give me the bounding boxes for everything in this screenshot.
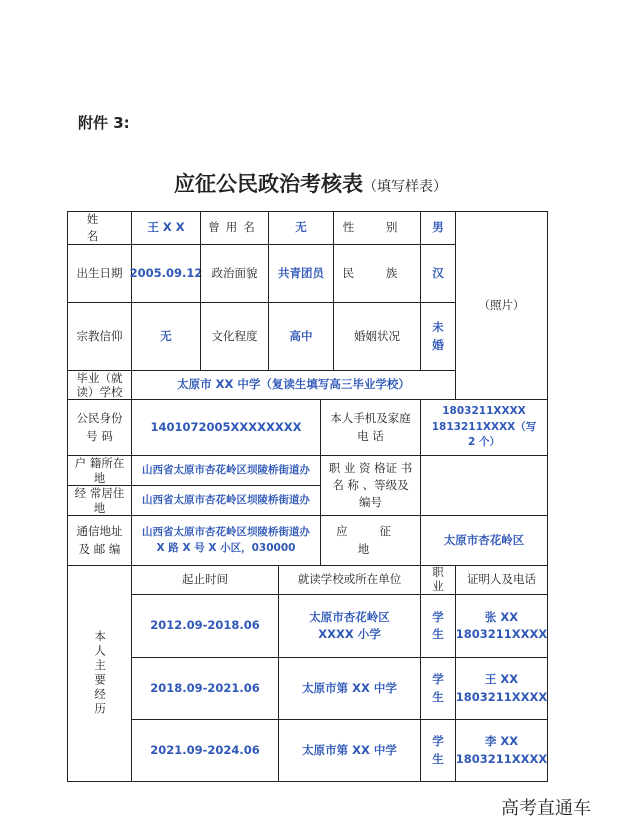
label-former-name: 曾用名 [200,211,268,244]
attachment-label: 附件 3: [78,114,130,132]
label-birth-date: 出生日期 [67,244,131,302]
value-birth-date: 2005.09.12 [131,244,200,302]
exp-period: 2012.09-2018.06 [131,594,278,657]
exp-witness: 李 XX 1803211XXXX [455,719,548,782]
label-ethnicity: 民 族 [333,244,420,302]
value-phone: 1803211XXXX 1813211XXXX（写 2 个） [420,399,548,455]
label-marital-status: 婚姻状况 [333,302,420,370]
label-name: 姓 名 [67,211,131,244]
exp-school: 太原市第 XX 中学 [278,657,420,719]
label-phone: 本人手机及家庭电 话 [320,399,420,455]
value-gender: 男 [420,211,455,244]
label-id-number: 公民身份号 码 [67,399,131,455]
value-address: 山西省太原市杏花岭区坝陵桥街道办 X 路 X 号 X 小区，030000 [131,515,320,565]
label-residence: 经 常居住地 [67,485,131,515]
label-enlist-place: 应 征 地 [320,515,420,565]
exp-witness: 王 XX 1803211XXXX [455,657,548,719]
label-hukou: 户 籍所在地 [67,455,131,485]
value-political-status: 共青团员 [268,244,333,302]
exp-witness: 张 XX 1803211XXXX [455,594,548,657]
exp-school: 太原市杏花岭区 XXXX 小学 [278,594,420,657]
value-religion: 无 [131,302,200,370]
value-former-name: 无 [268,211,333,244]
exp-period: 2018.09-2021.06 [131,657,278,719]
value-residence: 山西省太原市杏花岭区坝陵桥街道办 [131,485,320,515]
label-experience: 本人主要经历 [67,565,131,782]
label-political-status: 政治面貌 [200,244,268,302]
value-marital-status: 未婚 [420,302,455,370]
label-religion: 宗教信仰 [67,302,131,370]
exp-school: 太原市第 XX 中学 [278,719,420,782]
value-id-number: 1401072005XXXXXXXX [131,399,320,455]
col-witness-header: 证明人及电话 [455,565,548,594]
value-hukou: 山西省太原市杏花岭区坝陵桥街道办 [131,455,320,485]
value-enlist-place: 太原市杏花岭区 [420,515,548,565]
label-graduate-school: 毕业（就读）学校 [67,370,131,399]
col-job-header: 职业 [420,565,455,594]
exp-job: 学生 [420,719,455,782]
title-main: 应征公民政治考核表 [174,171,363,196]
label-address: 通信地址及 邮 编 [67,515,131,565]
watermark: 高考直通车 [501,798,591,819]
label-cert: 职 业 资 格证 书 名 称 、等级及编号 [320,455,420,515]
label-education: 文化程度 [200,302,268,370]
exp-job: 学生 [420,657,455,719]
value-name: 王 X X [131,211,200,244]
exp-period: 2021.09-2024.06 [131,719,278,782]
label-gender: 性 别 [333,211,420,244]
exp-job: 学生 [420,594,455,657]
value-graduate-school: 太原市 XX 中学（复读生填写高三毕业学校） [131,370,455,399]
form-title [0,168,621,198]
value-ethnicity: 汉 [420,244,455,302]
col-period-header: 起止时间 [131,565,278,594]
photo-box: （照片） [455,211,548,399]
title-sub: （填写样表） [363,179,447,195]
value-cert [420,455,548,515]
col-school-header: 就读学校或所在单位 [278,565,420,594]
value-education: 高中 [268,302,333,370]
